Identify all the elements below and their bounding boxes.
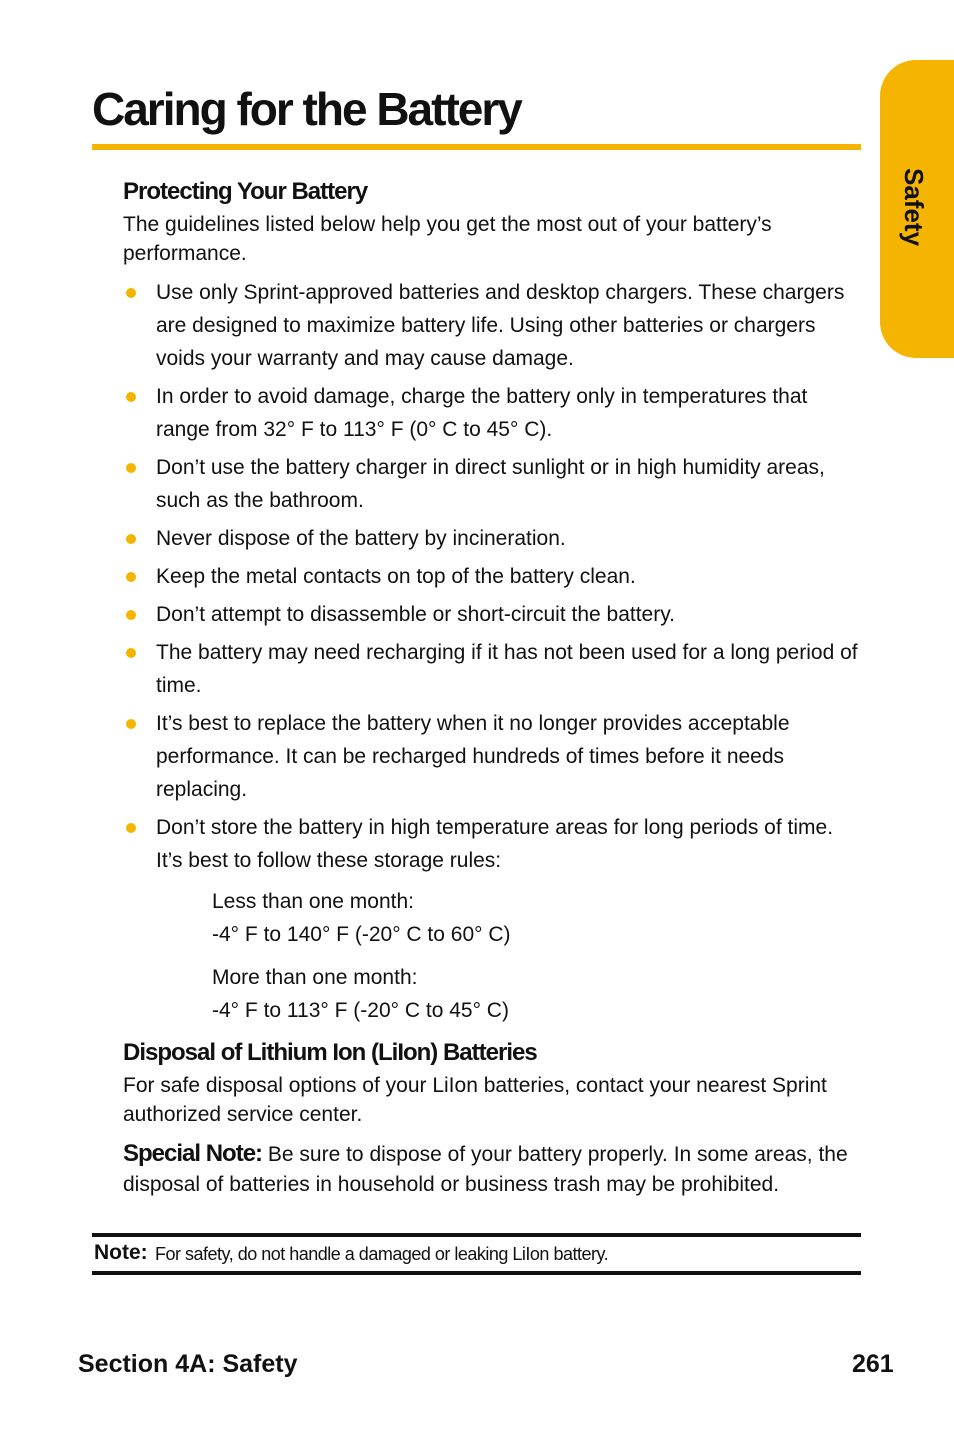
page-title: Caring for the Battery — [92, 83, 521, 135]
list-item — [123, 276, 863, 375]
title-rule — [92, 144, 861, 150]
bullet-dot-icon — [126, 572, 136, 582]
bullet-dot-icon — [126, 610, 136, 620]
note-text: For safety, do not handle a damaged or leaking LiIon battery. — [155, 1244, 609, 1264]
list-item-text: The battery may need recharging if it has not been used for a long period of time. — [156, 641, 858, 697]
storage-rules — [212, 885, 863, 1027]
bullet-dot-icon — [126, 648, 136, 658]
list-item-text: Use only Sprint-approved batteries and desktop chargers. These chargers are designed to maximize battery life. Using other batteries or chargers voids your warranty and may cause damage. — [156, 281, 845, 370]
list-item — [123, 636, 863, 702]
protecting-heading: Protecting Your Battery — [123, 178, 368, 205]
bullet-dot-icon — [126, 463, 136, 473]
storage-rule — [212, 885, 863, 951]
list-item-text: Keep the metal contacts on top of the battery clean. — [156, 565, 636, 588]
protecting-intro: The guidelines listed below help you get the most out of your battery’s performance. — [123, 213, 772, 265]
bullet-dot-icon — [126, 719, 136, 729]
list-item — [123, 560, 863, 593]
note-label: Note: — [94, 1241, 148, 1264]
battery-guidelines-list — [123, 276, 863, 877]
list-item — [123, 522, 863, 555]
storage-rule-label: More than one month: — [212, 966, 418, 989]
page-number: 261 — [852, 1350, 894, 1378]
bullet-dot-icon — [126, 823, 136, 833]
list-item — [123, 598, 863, 631]
list-item-text: Don’t use the battery charger in direct sunlight or in high humidity areas, such as the bathroom. — [156, 456, 825, 512]
storage-rule-range: -4° F to 113° F (-20° C to 45° C) — [212, 999, 509, 1022]
list-item-text: It’s best to replace the battery when it no longer provides acceptable performance. It can be recharged hundreds of times before it needs replacing. — [156, 712, 790, 801]
special-note — [123, 1139, 863, 1200]
list-item — [123, 707, 863, 806]
list-item-text: Don’t attempt to disassemble or short-circuit the battery. — [156, 603, 675, 626]
list-item-text: Don’t store the battery in high temperature areas for long periods of time. It’s best to follow these storage rules: — [156, 816, 834, 872]
note-box — [92, 1233, 861, 1275]
storage-rule-label: Less than one month: — [212, 890, 414, 913]
footer-section: Section 4A: Safety — [78, 1350, 298, 1378]
storage-rule — [212, 961, 863, 1027]
bullet-dot-icon — [126, 288, 136, 298]
disposal-text: For safe disposal options of your LiIon batteries, contact your nearest Sprint authorized service center. — [123, 1074, 827, 1126]
list-item — [123, 451, 863, 517]
disposal-heading: Disposal of Lithium Ion (LiIon) Batteries — [123, 1039, 537, 1066]
special-note-text: Be sure to dispose of your battery properly. In some areas, the disposal of batteries in household or business trash may be prohibited. — [123, 1143, 848, 1196]
list-item-text: Never dispose of the battery by incineration. — [156, 527, 566, 550]
special-note-label: Special Note: — [123, 1140, 263, 1167]
bullet-dot-icon — [126, 392, 136, 402]
list-item — [123, 811, 863, 877]
list-item-text: In order to avoid damage, charge the battery only in temperatures that range from 32° F to 113° F (0° C to 45° C). — [156, 385, 808, 441]
main-content — [123, 178, 863, 1221]
bullet-dot-icon — [126, 534, 136, 544]
storage-rule-range: -4° F to 140° F (-20° C to 60° C) — [212, 923, 511, 946]
list-item — [123, 380, 863, 446]
side-tab-label: Safety — [899, 168, 929, 247]
